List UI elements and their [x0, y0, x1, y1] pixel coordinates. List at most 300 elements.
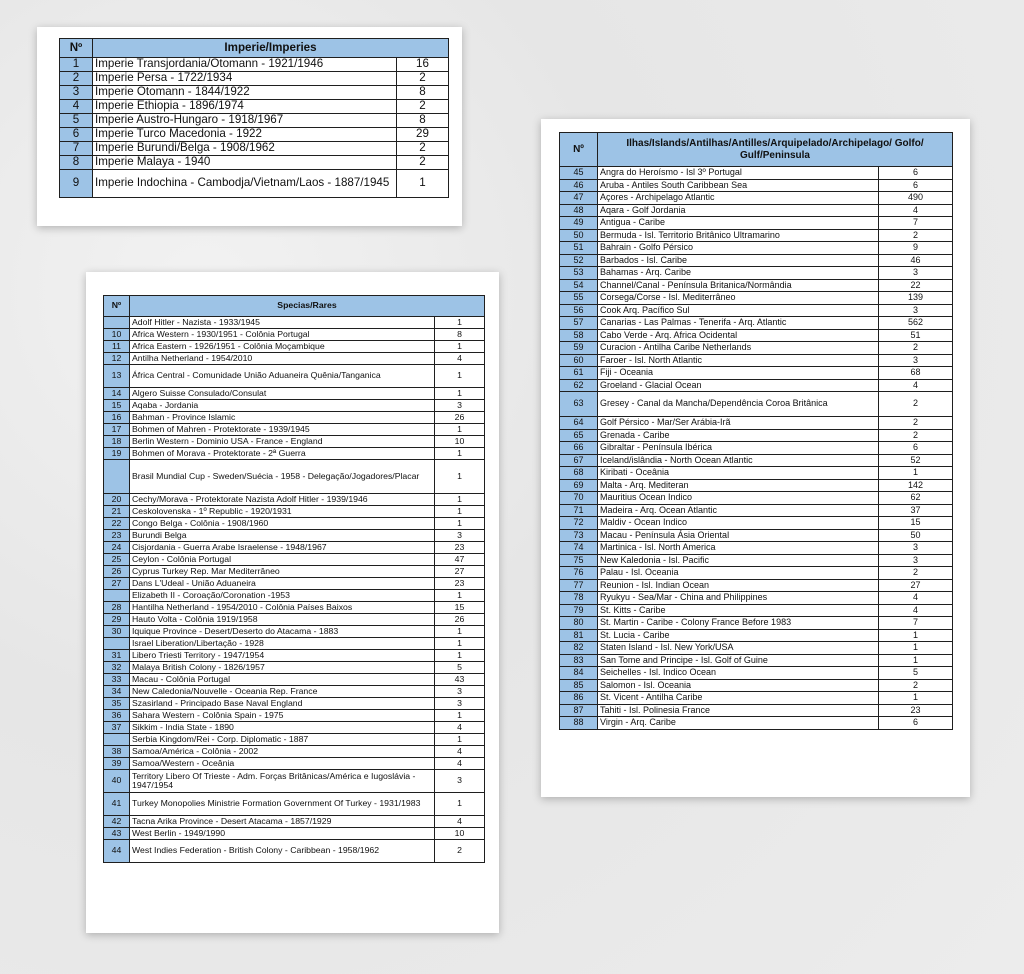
- row-name: New Kaledonia - Isl. Pacific: [598, 554, 879, 567]
- row-number: 11: [104, 341, 130, 353]
- row-number: 37: [104, 722, 130, 734]
- row-name: Libero Triesti Territory - 1947/1954: [130, 650, 435, 662]
- row-name: Elizabeth II - Coroação/Coronation -1953: [130, 590, 435, 602]
- row-count: 1: [435, 734, 485, 746]
- row-count: 1: [879, 654, 953, 667]
- row-number: [104, 460, 130, 494]
- row-count: 7: [879, 217, 953, 230]
- row-name: Channel/Canal - Península Britanica/Normândia: [598, 279, 879, 292]
- row-count: 1: [435, 494, 485, 506]
- table-row: [560, 304, 953, 317]
- row-count: 6: [879, 717, 953, 730]
- imperies-table: [59, 38, 449, 198]
- row-name: Imperie Ethiopia - 1896/1974: [93, 100, 397, 114]
- row-count: 1: [435, 317, 485, 329]
- row-number: 78: [560, 592, 598, 605]
- row-name: Martinica - Isl. North America: [598, 542, 879, 555]
- row-number: 54: [560, 279, 598, 292]
- row-name: Staten Island - Isl. New York/USA: [598, 642, 879, 655]
- number-column-header: Nº: [60, 39, 93, 58]
- row-name: Mauritius Ocean Indico: [598, 492, 879, 505]
- table-row: [560, 529, 953, 542]
- row-count: 27: [879, 579, 953, 592]
- row-count: 4: [435, 722, 485, 734]
- row-count: 3: [435, 770, 485, 793]
- table-title: Specias/Rares: [130, 296, 485, 317]
- row-number: [104, 590, 130, 602]
- row-name: Maldiv - Ocean Indico: [598, 517, 879, 530]
- row-name: Samoa/América - Colônia - 2002: [130, 746, 435, 758]
- table-row: [104, 436, 485, 448]
- table-row: [104, 590, 485, 602]
- table-row: [560, 279, 953, 292]
- row-count: 3: [879, 267, 953, 280]
- table-row: [560, 317, 953, 330]
- row-name: Bahamas - Arq. Caribe: [598, 267, 879, 280]
- row-name: África Central - Comunidade União Aduaneira Quênia/Tanganica: [130, 365, 435, 388]
- row-name: Gresey - Canal da Mancha/Dependência Coroa Britânica: [598, 392, 879, 417]
- row-number: 9: [60, 170, 93, 198]
- table-row: [560, 229, 953, 242]
- row-name: St. Martin - Caribe - Colony France Before 1983: [598, 617, 879, 630]
- row-number: 19: [104, 448, 130, 460]
- row-name: Imperie Turco Macedonia - 1922: [93, 128, 397, 142]
- row-count: 4: [879, 204, 953, 217]
- row-name: Bohmen of Mahren - Protektorate - 1939/1945: [130, 424, 435, 436]
- row-count: 4: [879, 592, 953, 605]
- row-name: Bahrain - Golfo Pérsico: [598, 242, 879, 255]
- row-number: 1: [60, 58, 93, 72]
- table-row: [560, 192, 953, 205]
- table-row: [104, 638, 485, 650]
- row-number: 40: [104, 770, 130, 793]
- row-count: 52: [879, 454, 953, 467]
- row-count: 1: [435, 388, 485, 400]
- table-row: [104, 412, 485, 424]
- row-number: 84: [560, 667, 598, 680]
- row-name: Cisjordania - Guerra Arabe Israelense - 1948/1967: [130, 542, 435, 554]
- table-row: [104, 566, 485, 578]
- row-name: Aqara - Golf Jordania: [598, 204, 879, 217]
- row-count: 23: [879, 704, 953, 717]
- row-name: Africa Eastern - 1926/1951 - Colônia Moçambique: [130, 341, 435, 353]
- row-number: 62: [560, 379, 598, 392]
- imperies-sheet: [37, 27, 462, 226]
- row-count: 2: [879, 392, 953, 417]
- row-number: 43: [104, 828, 130, 840]
- row-number: 85: [560, 679, 598, 692]
- row-name: Seichelles - Isl. Indico Ocean: [598, 667, 879, 680]
- row-count: 68: [879, 367, 953, 380]
- row-count: 3: [879, 354, 953, 367]
- table-row: [104, 400, 485, 412]
- row-number: 31: [104, 650, 130, 662]
- row-number: [104, 317, 130, 329]
- table-row: [560, 604, 953, 617]
- table-row: [60, 142, 449, 156]
- row-number: 16: [104, 412, 130, 424]
- table-row: [560, 479, 953, 492]
- row-count: 2: [879, 679, 953, 692]
- row-number: 55: [560, 292, 598, 305]
- row-name: Canarias - Las Palmas - Tenerifa - Arq. Atlantic: [598, 317, 879, 330]
- row-count: 2: [397, 100, 449, 114]
- table-row: [60, 100, 449, 114]
- ilhas-table-body: [560, 167, 953, 730]
- row-number: 44: [104, 840, 130, 863]
- row-number: 22: [104, 518, 130, 530]
- row-count: 4: [879, 604, 953, 617]
- row-count: 62: [879, 492, 953, 505]
- table-row: [560, 442, 953, 455]
- row-count: 5: [879, 667, 953, 680]
- row-count: 29: [397, 128, 449, 142]
- table-row: [60, 114, 449, 128]
- row-number: [104, 638, 130, 650]
- row-count: 8: [397, 86, 449, 100]
- row-count: 1: [397, 170, 449, 198]
- row-count: 139: [879, 292, 953, 305]
- row-count: 4: [879, 379, 953, 392]
- row-count: 3: [879, 554, 953, 567]
- row-name: Imperie Burundi/Belga - 1908/1962: [93, 142, 397, 156]
- row-number: 33: [104, 674, 130, 686]
- row-number: 79: [560, 604, 598, 617]
- table-row: [104, 554, 485, 566]
- row-count: 4: [435, 353, 485, 365]
- table-row: [104, 341, 485, 353]
- row-name: Angra do Heroísmo - Isl 3º Portugal: [598, 167, 879, 180]
- row-number: 26: [104, 566, 130, 578]
- row-name: Turkey Monopolies Ministrie Formation Government Of Turkey - 1931/1983: [130, 793, 435, 816]
- table-header-row: [560, 133, 953, 167]
- table-row: [560, 717, 953, 730]
- row-number: 24: [104, 542, 130, 554]
- row-count: 26: [435, 412, 485, 424]
- row-count: 1: [435, 638, 485, 650]
- row-name: Congo Belga - Colônia - 1908/1960: [130, 518, 435, 530]
- row-number: 72: [560, 517, 598, 530]
- row-count: 27: [435, 566, 485, 578]
- row-count: 50: [879, 529, 953, 542]
- row-number: 81: [560, 629, 598, 642]
- row-name: Tacna Arika Province - Desert Atacama - 1857/1929: [130, 816, 435, 828]
- row-name: Hantilha Netherland - 1954/2010 - Colônia Países Baixos: [130, 602, 435, 614]
- row-count: 2: [879, 342, 953, 355]
- row-name: Bohmen of Morava - Protektorate - 2ª Guerra: [130, 448, 435, 460]
- row-count: 47: [435, 554, 485, 566]
- row-count: 142: [879, 479, 953, 492]
- table-row: [560, 167, 953, 180]
- row-count: 1: [879, 629, 953, 642]
- row-number: 56: [560, 304, 598, 317]
- table-title: Imperie/Imperies: [93, 39, 449, 58]
- row-number: 74: [560, 542, 598, 555]
- table-row: [104, 686, 485, 698]
- row-name: Aqaba - Jordania: [130, 400, 435, 412]
- row-number: 34: [104, 686, 130, 698]
- row-number: 17: [104, 424, 130, 436]
- row-name: Berlin Western - Dominio USA - France - England: [130, 436, 435, 448]
- table-row: [104, 542, 485, 554]
- row-number: 2: [60, 72, 93, 86]
- row-name: Africa Western - 1930/1951 - Colônia Portugal: [130, 329, 435, 341]
- row-number: 20: [104, 494, 130, 506]
- row-number: 88: [560, 717, 598, 730]
- row-name: Palau - Isl. Oceania: [598, 567, 879, 580]
- table-row: [104, 722, 485, 734]
- ilhas-sheet: [541, 119, 970, 797]
- row-count: 1: [435, 365, 485, 388]
- row-number: 80: [560, 617, 598, 630]
- row-number: 49: [560, 217, 598, 230]
- row-count: 3: [435, 400, 485, 412]
- row-name: Dans L'Udeal - União Aduaneira: [130, 578, 435, 590]
- row-count: 26: [435, 614, 485, 626]
- row-number: 5: [60, 114, 93, 128]
- row-count: 1: [435, 506, 485, 518]
- row-count: 2: [435, 840, 485, 863]
- row-number: 65: [560, 429, 598, 442]
- table-row: [60, 156, 449, 170]
- table-row: [104, 650, 485, 662]
- row-number: 45: [560, 167, 598, 180]
- number-column-header: Nº: [104, 296, 130, 317]
- row-count: 15: [879, 517, 953, 530]
- row-count: 51: [879, 329, 953, 342]
- row-number: 21: [104, 506, 130, 518]
- table-row: [104, 317, 485, 329]
- table-row: [104, 530, 485, 542]
- row-name: Samoa/Western - Oceânia: [130, 758, 435, 770]
- row-count: 1: [435, 626, 485, 638]
- row-number: 59: [560, 342, 598, 355]
- row-count: 1: [435, 460, 485, 494]
- ilhas-table: [559, 132, 953, 730]
- row-count: 1: [879, 692, 953, 705]
- row-name: Imperie Transjordania/Otomann - 1921/1946: [93, 58, 397, 72]
- table-title: Ilhas/Islands/Antilhas/Antilles/Arquipelado/Archipelago/ Golfo/ Gulf/Peninsula: [598, 133, 953, 167]
- table-row: [60, 72, 449, 86]
- table-row: [104, 388, 485, 400]
- row-number: 60: [560, 354, 598, 367]
- table-row: [104, 840, 485, 863]
- row-number: 70: [560, 492, 598, 505]
- row-number: 15: [104, 400, 130, 412]
- row-name: Ceskolovenska - 1º Republic - 1920/1931: [130, 506, 435, 518]
- row-number: 69: [560, 479, 598, 492]
- table-row: [60, 58, 449, 72]
- row-name: Corsega/Corse - Isl. Mediterrâneo: [598, 292, 879, 305]
- number-column-header: Nº: [560, 133, 598, 167]
- row-name: Madeira - Arq. Ocean Atlantic: [598, 504, 879, 517]
- table-row: [104, 494, 485, 506]
- row-count: 4: [435, 758, 485, 770]
- row-name: Faroer - Isl. North Atlantic: [598, 354, 879, 367]
- table-row: [104, 506, 485, 518]
- row-name: Hauto Volta - Colônia 1919/1958: [130, 614, 435, 626]
- row-name: Iquique Province - Desert/Deserto do Atacama - 1883: [130, 626, 435, 638]
- row-count: 2: [879, 567, 953, 580]
- row-name: Macau - Colônia Portugal: [130, 674, 435, 686]
- row-name: Bermuda - Isl. Territorio Britânico Ultramarino: [598, 229, 879, 242]
- row-count: 9: [879, 242, 953, 255]
- table-row: [104, 674, 485, 686]
- row-number: 76: [560, 567, 598, 580]
- table-row: [104, 816, 485, 828]
- row-name: Adolf Hitler - Nazista - 1933/1945: [130, 317, 435, 329]
- row-count: 1: [879, 642, 953, 655]
- row-number: 61: [560, 367, 598, 380]
- row-name: Açores - Archipelago Atlantic: [598, 192, 879, 205]
- row-number: 38: [104, 746, 130, 758]
- row-name: Tahiti - Isl. Polinesia France: [598, 704, 879, 717]
- row-count: 43: [435, 674, 485, 686]
- row-number: 77: [560, 579, 598, 592]
- row-name: Imperie Austro-Hungaro - 1918/1967: [93, 114, 397, 128]
- table-row: [104, 770, 485, 793]
- row-count: 4: [435, 746, 485, 758]
- table-row: [560, 592, 953, 605]
- row-number: 52: [560, 254, 598, 267]
- table-row: [560, 467, 953, 480]
- row-name: Israel Liberation/Libertação - 1928: [130, 638, 435, 650]
- table-row: [560, 579, 953, 592]
- row-count: 16: [397, 58, 449, 72]
- table-row: [104, 365, 485, 388]
- row-number: 4: [60, 100, 93, 114]
- row-number: 73: [560, 529, 598, 542]
- table-row: [60, 170, 449, 198]
- row-name: Gibraltar - Península Ibérica: [598, 442, 879, 455]
- row-name: Cook Arq. Pacífico Sul: [598, 304, 879, 317]
- table-row: [560, 429, 953, 442]
- table-row: [104, 793, 485, 816]
- table-row: [560, 217, 953, 230]
- row-count: 1: [435, 341, 485, 353]
- row-name: Grenada - Caribe: [598, 429, 879, 442]
- row-count: 2: [879, 417, 953, 430]
- table-row: [560, 629, 953, 642]
- table-header-row: [60, 39, 449, 58]
- row-count: 3: [879, 542, 953, 555]
- row-number: 64: [560, 417, 598, 430]
- table-row: [104, 460, 485, 494]
- row-count: 10: [435, 828, 485, 840]
- row-number: 58: [560, 329, 598, 342]
- row-number: 39: [104, 758, 130, 770]
- row-count: 2: [397, 156, 449, 170]
- row-count: 6: [879, 179, 953, 192]
- row-name: Reunion - Isl. Indian Ocean: [598, 579, 879, 592]
- row-count: 2: [397, 142, 449, 156]
- row-name: West Berlin - 1949/1990: [130, 828, 435, 840]
- table-row: [560, 367, 953, 380]
- row-name: Algero Suisse Consulado/Consulat: [130, 388, 435, 400]
- row-number: 28: [104, 602, 130, 614]
- table-row: [560, 492, 953, 505]
- row-count: 562: [879, 317, 953, 330]
- row-name: Fiji - Oceania: [598, 367, 879, 380]
- table-row: [560, 242, 953, 255]
- row-name: Territory Libero Of Trieste - Adm. Forças Britânicas/América e Iugoslávia - 1947/1954: [130, 770, 435, 793]
- row-name: Groeland - Glacial Ocean: [598, 379, 879, 392]
- row-name: Barbados - Isl. Caribe: [598, 254, 879, 267]
- row-count: 37: [879, 504, 953, 517]
- table-row: [560, 692, 953, 705]
- row-number: 51: [560, 242, 598, 255]
- row-name: Cechy/Morava - Protektorate Nazista Adolf Hitler - 1939/1946: [130, 494, 435, 506]
- row-number: 57: [560, 317, 598, 330]
- row-number: 7: [60, 142, 93, 156]
- table-row: [560, 342, 953, 355]
- row-count: 1: [435, 424, 485, 436]
- row-name: Cabo Verde - Arq. Africa Ocidental: [598, 329, 879, 342]
- table-row: [560, 542, 953, 555]
- row-number: 42: [104, 816, 130, 828]
- imperies-table-body: [60, 58, 449, 198]
- row-number: 3: [60, 86, 93, 100]
- table-row: [560, 654, 953, 667]
- table-row: [104, 662, 485, 674]
- row-name: Aruba - Antiles South Caribbean Sea: [598, 179, 879, 192]
- row-count: 1: [435, 793, 485, 816]
- row-number: 82: [560, 642, 598, 655]
- row-name: Szasirland - Principado Base Naval England: [130, 698, 435, 710]
- table-row: [104, 329, 485, 341]
- row-name: St. Vicent - Antilha Caribe: [598, 692, 879, 705]
- table-row: [560, 667, 953, 680]
- table-row: [104, 710, 485, 722]
- table-row: [560, 554, 953, 567]
- row-name: Sahara Western - Colônia Spain - 1975: [130, 710, 435, 722]
- table-row: [104, 424, 485, 436]
- table-row: [560, 454, 953, 467]
- row-count: 10: [435, 436, 485, 448]
- table-row: [104, 828, 485, 840]
- table-row: [560, 567, 953, 580]
- row-name: Kiribati - Oceânia: [598, 467, 879, 480]
- row-name: Curacion - Antilha Caribe Netherlands: [598, 342, 879, 355]
- table-row: [560, 254, 953, 267]
- table-row: [104, 758, 485, 770]
- row-number: 68: [560, 467, 598, 480]
- table-row: [560, 417, 953, 430]
- row-number: 47: [560, 192, 598, 205]
- row-count: 1: [435, 518, 485, 530]
- row-count: 23: [435, 578, 485, 590]
- row-number: 41: [104, 793, 130, 816]
- row-name: Sikkim - India State - 1890: [130, 722, 435, 734]
- row-number: 32: [104, 662, 130, 674]
- row-count: 1: [435, 590, 485, 602]
- table-row: [560, 379, 953, 392]
- row-name: Imperie Indochina - Cambodja/Vietnam/Laos - 1887/1945: [93, 170, 397, 198]
- row-number: 48: [560, 204, 598, 217]
- table-row: [104, 578, 485, 590]
- table-row: [60, 128, 449, 142]
- row-count: 490: [879, 192, 953, 205]
- table-row: [560, 617, 953, 630]
- row-count: 1: [879, 467, 953, 480]
- table-row: [104, 626, 485, 638]
- table-row: [560, 679, 953, 692]
- table-row: [560, 642, 953, 655]
- row-number: 8: [60, 156, 93, 170]
- row-count: 1: [435, 650, 485, 662]
- row-number: 36: [104, 710, 130, 722]
- row-number: 12: [104, 353, 130, 365]
